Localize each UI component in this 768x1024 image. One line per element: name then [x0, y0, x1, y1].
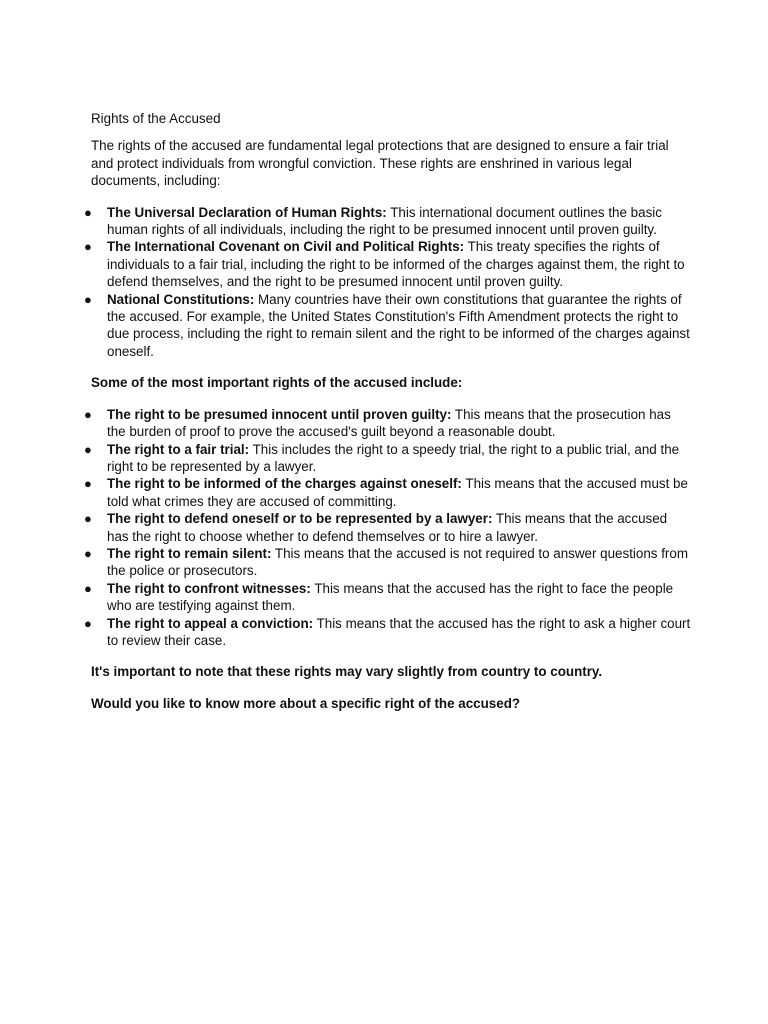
list-item-text: This means that the accused is not required to answer questions from the police or prosecutors.: [107, 545, 688, 579]
list-item-term: The right to be presumed innocent until proven guilty:: [107, 406, 452, 422]
list-item-term: The right to confront witnesses:: [107, 580, 311, 596]
list-item: [84, 580, 691, 615]
rights-heading: Some of the most important rights of the accused include:: [91, 375, 463, 391]
bullet-icon: ●: [84, 511, 92, 527]
list-item-text: Many countries have their own constitutions that guarantee the rights of the accused. For example, the United States Constitution's Fifth Amendment protects the right to due process, including the right to remain silent and the right to be informed of the charges against oneself.: [107, 291, 690, 359]
bullet-icon: ●: [84, 441, 92, 457]
note-paragraph: It's important to note that these rights may vary slightly from country to country.: [91, 664, 603, 680]
list-item: [84, 406, 691, 441]
list-item-term: The right to remain silent:: [107, 545, 272, 561]
bullet-icon: ●: [84, 291, 92, 307]
rights-list: [84, 406, 691, 650]
list-item: [84, 441, 691, 476]
list-item-term: The right to defend oneself or to be represented by a lawyer:: [107, 511, 493, 527]
list-item-term: National Constitutions:: [107, 291, 255, 307]
list-item: [84, 204, 691, 239]
list-item: [84, 291, 691, 361]
list-item-term: The right to appeal a conviction:: [107, 615, 314, 631]
bullet-icon: ●: [84, 239, 92, 255]
list-item-text: This means that the accused has the right to ask a higher court to review their case.: [107, 615, 691, 648]
document-body: [84, 110, 691, 726]
list-item-text: This means that the accused must be told what crimes they are accused of committing.: [107, 476, 688, 509]
intro-paragraph: The rights of the accused are fundamental legal protections that are designed to ensure a fair trial and protect individuals from wrongful conviction. These rights are enshrined in various legal documents, including:: [91, 138, 669, 189]
bullet-icon: ●: [84, 476, 92, 492]
bullet-icon: ●: [84, 204, 92, 220]
list-item: [84, 475, 691, 510]
bullet-icon: ●: [84, 545, 92, 561]
list-item-text: This means that the accused has the right to face the people who are testifying against them.: [107, 580, 674, 614]
list-item: [84, 238, 691, 290]
document-title: Rights of the Accused: [91, 111, 221, 126]
bullet-icon: ●: [84, 615, 92, 631]
list-item-text: This means that the prosecution has the burden of proof to prove the accused's guilt beyond a reasonable doubt.: [107, 406, 671, 440]
bullet-icon: ●: [84, 406, 92, 422]
question-paragraph: Would you like to know more about a specific right of the accused?: [91, 695, 521, 711]
list-item-term: The Universal Declaration of Human Rights:: [107, 204, 387, 220]
list-item-term: The right to be informed of the charges against oneself:: [107, 476, 462, 492]
list-item-term: The right to a fair trial:: [107, 441, 250, 457]
list-item-text: This treaty specifies the rights of individuals to a fair trial, including the right to be informed of the charges against them, the right to defend themselves, and the right to be presumed innocent until proven guilty.: [107, 239, 685, 290]
list-item: [84, 510, 691, 545]
list-item-text: This includes the right to a speedy trial, the right to a public trial, and the right to be represented by a lawyer.: [107, 441, 680, 474]
bullet-icon: ●: [84, 580, 92, 596]
list-item-text: This international document outlines the basic human rights of all individuals, including the right to be presumed innocent until proven guilty.: [107, 204, 662, 238]
list-item-term: The International Covenant on Civil and Political Rights:: [107, 239, 465, 255]
list-item-text: This means that the accused has the right to choose whether to defend themselves or to hire a lawyer.: [107, 511, 668, 544]
list-item: [84, 615, 691, 650]
list-item: [84, 545, 691, 580]
legal-documents-list: [84, 204, 691, 361]
